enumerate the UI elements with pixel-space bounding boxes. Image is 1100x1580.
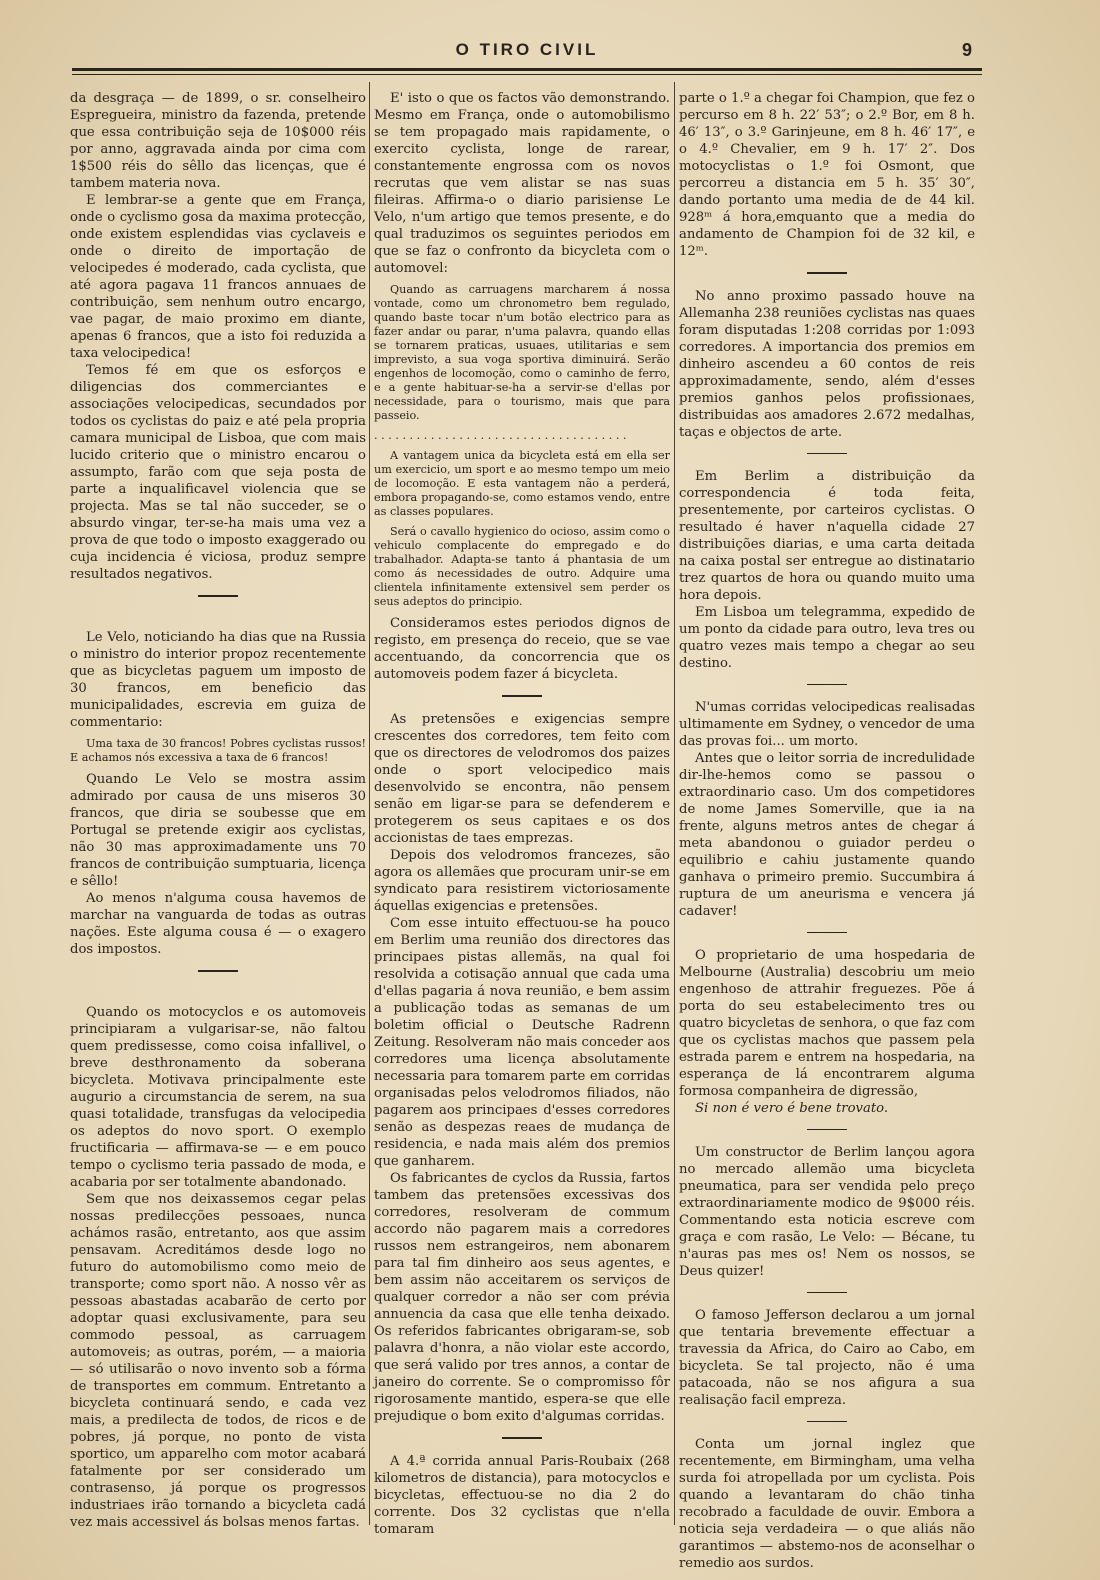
paragraph: Consideramos estes periodos dignos de registo, em presença do receio, que se vae accentuando, da concorrencia que os automoveis podem fazer á bicycleta. <box>374 616 670 682</box>
paragraph: Antes que o leitor sorria de incredulidade dir-lhe-hemos como se passou o extraordinario caso. Um dos competidores de nome James Somerville, que ia na frente, alguns metros antes de chegar á meta abandonou o guiador perdeu o equilibrio e cahiu justamente quando ganhava o primeiro premio. Succumbira á ruptura de um aneurisma e vencera já cadaver! <box>679 751 975 919</box>
paragraph: Temos fé em que os esforços e diligencias dos commerciantes e associações velocipedicas, secundados por todos os cyclistas do paiz e até pela propria camara municipal de Lisboa, que com mais lucido criterio que o ministro encarou o assumpto, farão com que seja posta de parte a inqualificavel violencia que se projecta. Mas se tal não succeder, se o absurdo vingar, ter-se-ha mais uma vez a prova de que todo o imposto exaggerado ou cuja incidencia é viciosa, produz sempre resultados negativos. <box>70 363 366 582</box>
paragraph: E' isto o que os factos vão demonstrando. Mesmo em França, onde o automobilismo se tem propagado mais rapidamente, o exercito cyclista, longe de rarear, constantemente engrossa com os novos recrutas que vem alistar se nas suas fileiras. Affirma-o o diario parisiense Le Velo, n'um artigo que temos presente, e do qual traduzimos os seguintes periodos em que se faz o confronto da bicycleta com o automovel: <box>374 91 670 276</box>
paragraph: Si non é vero é bene trovato. <box>695 1101 889 1116</box>
paragraph: da desgraça — de 1899, o sr. conselheiro Espregueira, ministro da fazenda, pretende que essa contribuição seja de 10$000 réis por anno, aggravada ainda por cima com 1$500 réis do sêllo das licenças, que é tambem materia nova. <box>70 91 366 191</box>
section-separator <box>807 1129 847 1130</box>
section-separator <box>198 970 238 972</box>
section-separator <box>807 1421 847 1422</box>
ellipsis-line: . . . . . . . . . . . . . . . . . . . . . . . . . . . . . . . . . . . . <box>374 429 627 442</box>
quotation: Uma taxa de 30 francos! Pobres cyclistas russos! E achamos nós excessiva a taxa de 6 francos! <box>70 737 366 764</box>
paragraph: E lembrar-se a gente que em França, onde o cyclismo gosa da maxima protecção, onde existem esplendidas vias cyclaveis e onde o direito de importação de velocipedes é moderado, cada cyclista, que até agora pagava 11 francos annuaes de contribuição, sem nenhum outro encargo, vae pagar, de maio proximo em diante, apenas 6 francos, que a isto foi reduzida a taxa velocipedica! <box>70 193 366 361</box>
column-1 <box>70 90 366 1540</box>
section-separator <box>198 595 238 597</box>
paragraph: Depois dos velodromos francezes, são agora os allemães que procuram unir-se em syndicato para resistirem victoriosamente áquellas exigencias e pretensões. <box>374 848 670 914</box>
section-separator <box>502 1437 542 1439</box>
paragraph: Le Velo, noticiando ha dias que na Russia o ministro do interior propoz recentemente que as bicycletas paguem um imposto de 30 francos, em beneficio das municipalidades, escrevia em guiza de commentario: <box>70 630 366 730</box>
section-separator <box>807 1292 847 1293</box>
paragraph: Os fabricantes de cyclos da Russia, fartos tambem das pretensões excessivas dos corredores, resolveram de commum accordo não pagarem mais a corredores russos nem estrangeiros, nem abonarem para tal fim dinheiro aos seus agentes, e bem assim não acceitarem os serviços de qualquer corredor a não ser com prévia annuencia da casa que elle tenha deixado. Os referidos fabricantes obrigaram-se, sob palavra d'honra, a não violar este accordo, que será valido por tres annos, a contar de janeiro do corrente. Se o compromisso fôr rigorosamente mantido, espera-se que elle prejudique o bom exito d'algumas corridas. <box>374 1171 670 1424</box>
paragraph: As pretensões e exigencias sempre crescentes dos corredores, tem feito com que os directores de velodromos dos paizes onde o sport velocipedico mais desenvolvido se encontra, não pensem senão em ligar-se para se defenderem e protegerem os seus capitaes e os dos accionistas de taes emprezas. <box>374 712 670 846</box>
paragraph: Quando Le Velo se mostra assim admirado por causa de uns miseros 30 francos, que diria se soubesse que em Portugal se pretende exigir aos cyclistas, não 30 mas approximadamente uns 70 francos de contribuição sumptuaria, licença e sêllo! <box>70 772 366 889</box>
column-2 <box>374 90 670 1540</box>
paragraph: Um constructor de Berlim lançou agora no mercado allemão uma bicycleta pneumatica, para ser vendida pelo preço extraordinariamente modico de 9$000 réis. Commentando esta noticia escreve com graça e com rasão, Le Velo: — Bécane, tu n'auras pas mes os! Nem os nossos, se Deus quizer! <box>679 1145 975 1279</box>
paragraph: A 4.ª corrida annual Paris-Roubaix (268 kilometros de distancia), para motocyclos e bicycletas, effectuou-se no dia 2 do corrente. Dos 32 cyclistas que n'ella tomaram <box>374 1454 670 1537</box>
section-separator <box>807 684 847 685</box>
paragraph: Conta um jornal inglez que recentemente, em Birmingham, uma velha surda foi atropellada por um cyclista. Pois quando a levantaram do chão tinha recobrado a faculdade de ouvir. Embora a noticia seja verdadeira — o que aliás não garantimos — abstemo-nos de aconselhar o remedio aos surdos. <box>679 1437 975 1571</box>
section-separator <box>502 695 542 697</box>
masthead-title: O TIRO CIVIL <box>455 40 599 59</box>
paragraph: Em Lisboa um telegramma, expedido de um ponto da cidade para outro, leva tres ou quatro vezes mais tempo a chegar ao seu destino. <box>679 605 975 671</box>
quotation: Será o cavallo hygienico do ocioso, assim como o vehiculo complacente do empregado e do trabalhador. Adapta-se tanto á phantasia de um como ás necessidades de outro. Adquire uma clientela infinitamente extensivel sem perder os seus adeptos do principio. <box>374 525 670 608</box>
page-number: 9 <box>961 40 972 60</box>
paragraph: Em Berlim a distribuição da correspondencia é toda feita, presentemente, por carteiros cyclistas. O resultado é haver n'aquella cidade 27 distribuições diarias, e uma carta deitada na caixa postal ser entregue ao distinatario trez quartos de hora ou quando muito uma hora depois. <box>679 469 975 603</box>
section-separator <box>807 932 847 933</box>
header-rule-thin <box>72 74 982 75</box>
section-separator <box>807 272 847 274</box>
column-divider <box>369 82 370 1525</box>
paragraph: Ao menos n'alguma cousa havemos de marchar na vanguarda de todas as outras nações. Este alguma cousa é — o exagero dos impostos. <box>70 891 366 957</box>
paragraph: Quando os motocyclos e os automoveis principiaram a vulgarisar-se, não faltou quem predissesse, como coisa infallivel, o breve desthronamento da soberana bicycleta. Motivava principalmente este augurio a circumstancia de serem, na sua quasi totalidade, transfugas da velocipedia os adeptos do novo sport. O exemplo fructificaria — affirmava-se — e em pouco tempo o cyclismo teria passado de moda, e acabaria por ser totalmente abandonado. <box>70 1005 366 1190</box>
paragraph: O proprietario de uma hospedaria de Melbourne (Australia) descobriu um meio engenhoso de attrahir freguezes. Põe á porta do seu estabelecimento tres ou quatro bicycletas de senhora, o que faz com que os cyclistas machos que passem pela estrada parem e entrem na hospedaria, na esperança de lá encontrarem alguma formosa companheira de digressão, <box>679 948 975 1099</box>
section-separator <box>807 453 847 454</box>
paragraph: parte o 1.º a chegar foi Champion, que fez o percurso em 8 h. 22′ 53″; o 2.º Bor, em 8 h. 46′ 13″, o 3.º Garinjeune, em 8 h. 46′ 17″, e o 4.º Chevalier, em 9 h. 17′ 2″. Dos motocyclistas o 1.º foi Osmont, que percorreu a distancia em 5 h. 35′ 30″, dando portanto uma media de de 44 kil. 928ᵐ á hora,emquanto que a media do andamento de Champion foi de 32 kil, e 12ᵐ. <box>679 91 975 259</box>
paragraph: No anno proximo passado houve na Allemanha 238 reuniões cyclistas nas quaes foram disputadas 1:208 corridas por 1:093 corredores. A importancia dos premios em dinheiro ascendeu a 60 contos de reis approximadamente, sendo, além d'esses premios ganhos pelos profissionaes, distribuidas aos amadores 2.672 medalhas, taças e objectos de arte. <box>679 289 975 440</box>
paragraph: N'umas corridas velocipedicas realisadas ultimamente em Sydney, o vencedor de uma das provas foi... um morto. <box>679 700 975 749</box>
paragraph: O famoso Jefferson declarou a um jornal que tentaria brevemente effectuar a travessia da Africa, do Cairo ao Cabo, em bicycleta. Se tal projecto, não é uma patacoada, não se nos afigura a sua realisação facil empreza. <box>679 1308 975 1408</box>
column-divider <box>674 82 675 1525</box>
paragraph: Sem que nos deixassemos cegar pelas nossas predilecções pessoaes, nunca achámos rasão, entretanto, aos que assim pensavam. Acreditámos desde logo no futuro do automobilismo como meio de transporte; como sport não. A nosso vêr as pessoas abastadas acabarão de certo por adoptar quasi exclusivamente, para seu commodo pessoal, as carruagem automoveis; as outras, porém, — a maioria — só utilisarão o novo invento sob a fórma de transportes em commum. Entretanto a bicycleta continuará sendo, e cada vez mais, a predilecta de todos, de ricos e de pobres, já porque, no ponto de vista sportico, um apparelho com motor acabará fatalmente por ser considerado um contrasenso, já porque os progressos industriaes irão tornando a bicycleta cadá vez mais accessivel ás bolsas menos fartas. <box>70 1192 366 1530</box>
paragraph: Com esse intuito effectuou-se ha pouco em Berlim uma reunião dos directores das principaes pistas allemãs, na qual foi resolvida a cotisação annual que cada uma d'ellas pagaria á nova reunião, e bem assim a publicação todas as semanas de um boletim official o Deutsche Radrenn Zeitung. Resolveram não mais conceder aos corredores uma licença absolutamente necessaria para tomarem parte em corridas organisadas pelos velodromos filiados, não pagarem aos principaes d'esses corredores senão as despezas reaes de mudança de residencia, e nada mais além dos premios que ganharem. <box>374 916 670 1169</box>
column-3 <box>679 90 975 1571</box>
page-header <box>72 38 982 68</box>
header-rule-thick <box>72 68 982 71</box>
quotation: Quando as carruagens marcharem á nossa vontade, como um chronometro bem regulado, quando baste tocar n'um botão electrico para as fazer andar ou parar, n'uma palavra, quando ellas se tornarem praticas, usuaes, utilitarias e sem imprevisto, a sua voga sportiva diminuirá. Serão engenhos de locomoção, como o caminho de ferro, e a gente habituar-se-ha a servir-se d'ellas por necessidade, para o tourismo, mais que para passeio. <box>374 283 670 422</box>
quotation: A vantagem unica da bicycleta está em ella ser um exercicio, um sport e ao mesmo tempo um meio de locomoção. E esta vantagem não a perderá, embora propagando-se, como estamos vendo, entre as classes populares. <box>374 449 670 518</box>
